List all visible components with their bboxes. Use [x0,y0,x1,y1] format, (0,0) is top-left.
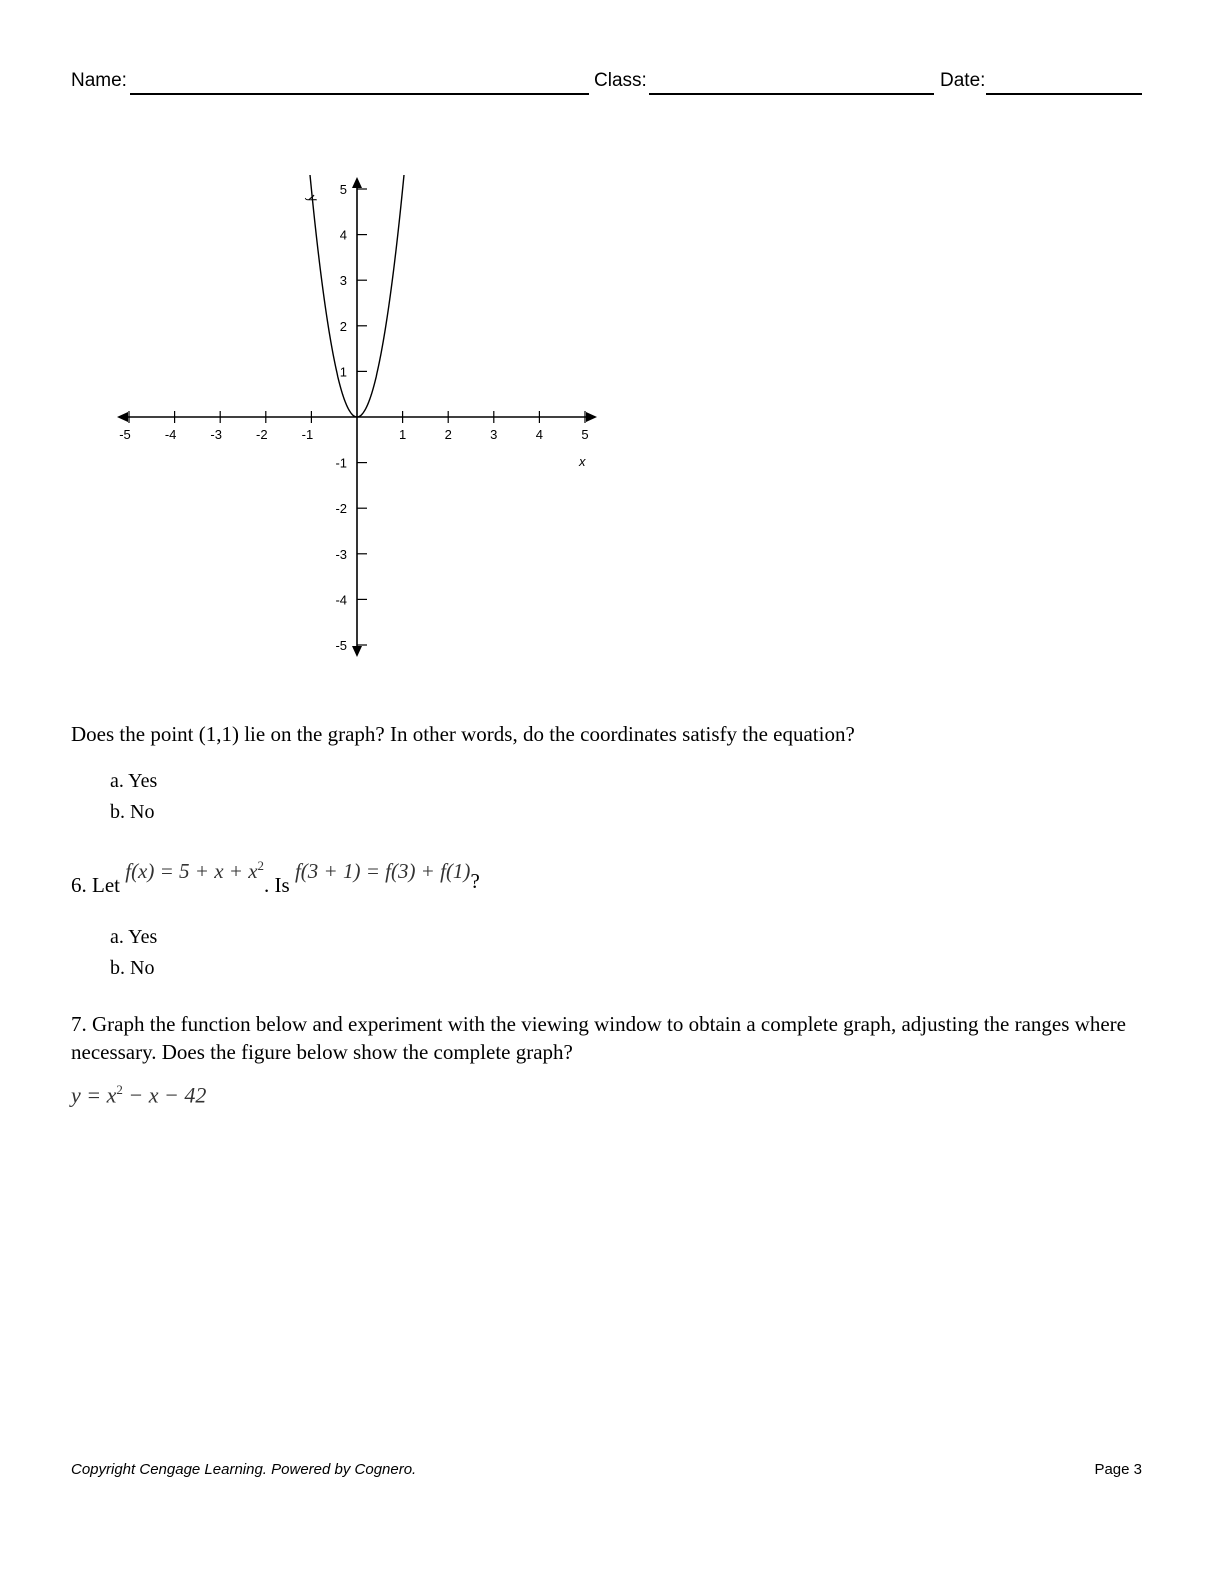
y-tick-label: -4 [335,592,347,608]
class-field [594,70,647,92]
name-field [71,70,127,92]
x-tick-label: -5 [119,427,131,442]
q7-equation-right: − x − 42 [122,1082,207,1108]
q6-mid: . Is [264,873,295,897]
footer-copyright: Copyright Cengage Learning. Powered by Cognero. [71,1461,417,1478]
x-tick-label: 4 [535,427,544,442]
y-tick-label: -3 [335,546,347,562]
q6-expression-text: f(3 + 1) = f(3) + f(1) [294,859,471,883]
y-axis-arrow-up [352,177,362,188]
footer-page-number: Page 3 [1094,1461,1142,1478]
y-tick-label: 4 [339,227,347,243]
q5-option-a[interactable]: a. Yes [110,770,158,792]
x-axis-label: x [579,454,586,469]
date-field [940,70,985,92]
q6-option-b[interactable]: b. No [110,957,155,979]
x-tick-label: 1 [398,427,407,442]
q6-function-def [125,859,264,883]
q7-equation [71,1082,206,1108]
name-line[interactable] [130,93,589,95]
y-tick-label: -1 [335,455,347,471]
y-tick-label: -2 [335,501,347,517]
class-label: Class: [594,70,647,91]
class-line[interactable] [649,93,934,95]
y-tick-label: 5 [339,182,347,197]
question-5-text: Does the point (1,1) lie on the graph? In other words, do the coordinates satisfy the equation? [71,722,855,746]
x-tick-label: 5 [581,427,589,442]
q6-function-exponent: 2 [257,858,265,873]
q7-equation-exponent: 2 [116,1082,123,1097]
y-axis-arrow-down [352,646,362,657]
q6-option-a[interactable]: a. Yes [110,926,158,948]
question-7-text: 7. Graph the function below and experiment with the viewing window to obtain a complete graph, adjusting the ranges where necessary. Does the figure below show the complete graph? [71,1012,1126,1064]
q6-function-text: f(x) = 5 + x + x [125,859,258,883]
x-tick-label: 3 [490,427,498,442]
x-tick-label: -3 [210,427,222,442]
q5-option-b[interactable]: b. No [110,801,155,823]
name-label: Name: [71,70,127,91]
date-label: Date: [940,70,986,91]
y-tick-label: 3 [339,273,347,289]
parabola-graph [110,175,605,660]
y-tick-label: -5 [335,638,347,653]
x-axis-arrow-left [117,412,128,422]
q6-prefix: 6. Let [71,873,126,897]
q6-expression [295,859,470,883]
question-6-text [71,852,480,897]
x-tick-label: -1 [301,427,314,442]
x-axis-arrow-right [586,412,597,422]
x-tick-label: -4 [164,427,177,442]
q6-suffix: ? [470,869,480,893]
y-axis-label: y [304,191,322,205]
y-tick-label: 2 [339,318,347,334]
q7-equation-left: y = x [71,1082,117,1108]
x-tick-label: 2 [444,427,452,442]
x-tick-label: -2 [256,427,268,442]
y-tick-label: 1 [339,364,347,380]
date-line[interactable] [986,93,1142,95]
